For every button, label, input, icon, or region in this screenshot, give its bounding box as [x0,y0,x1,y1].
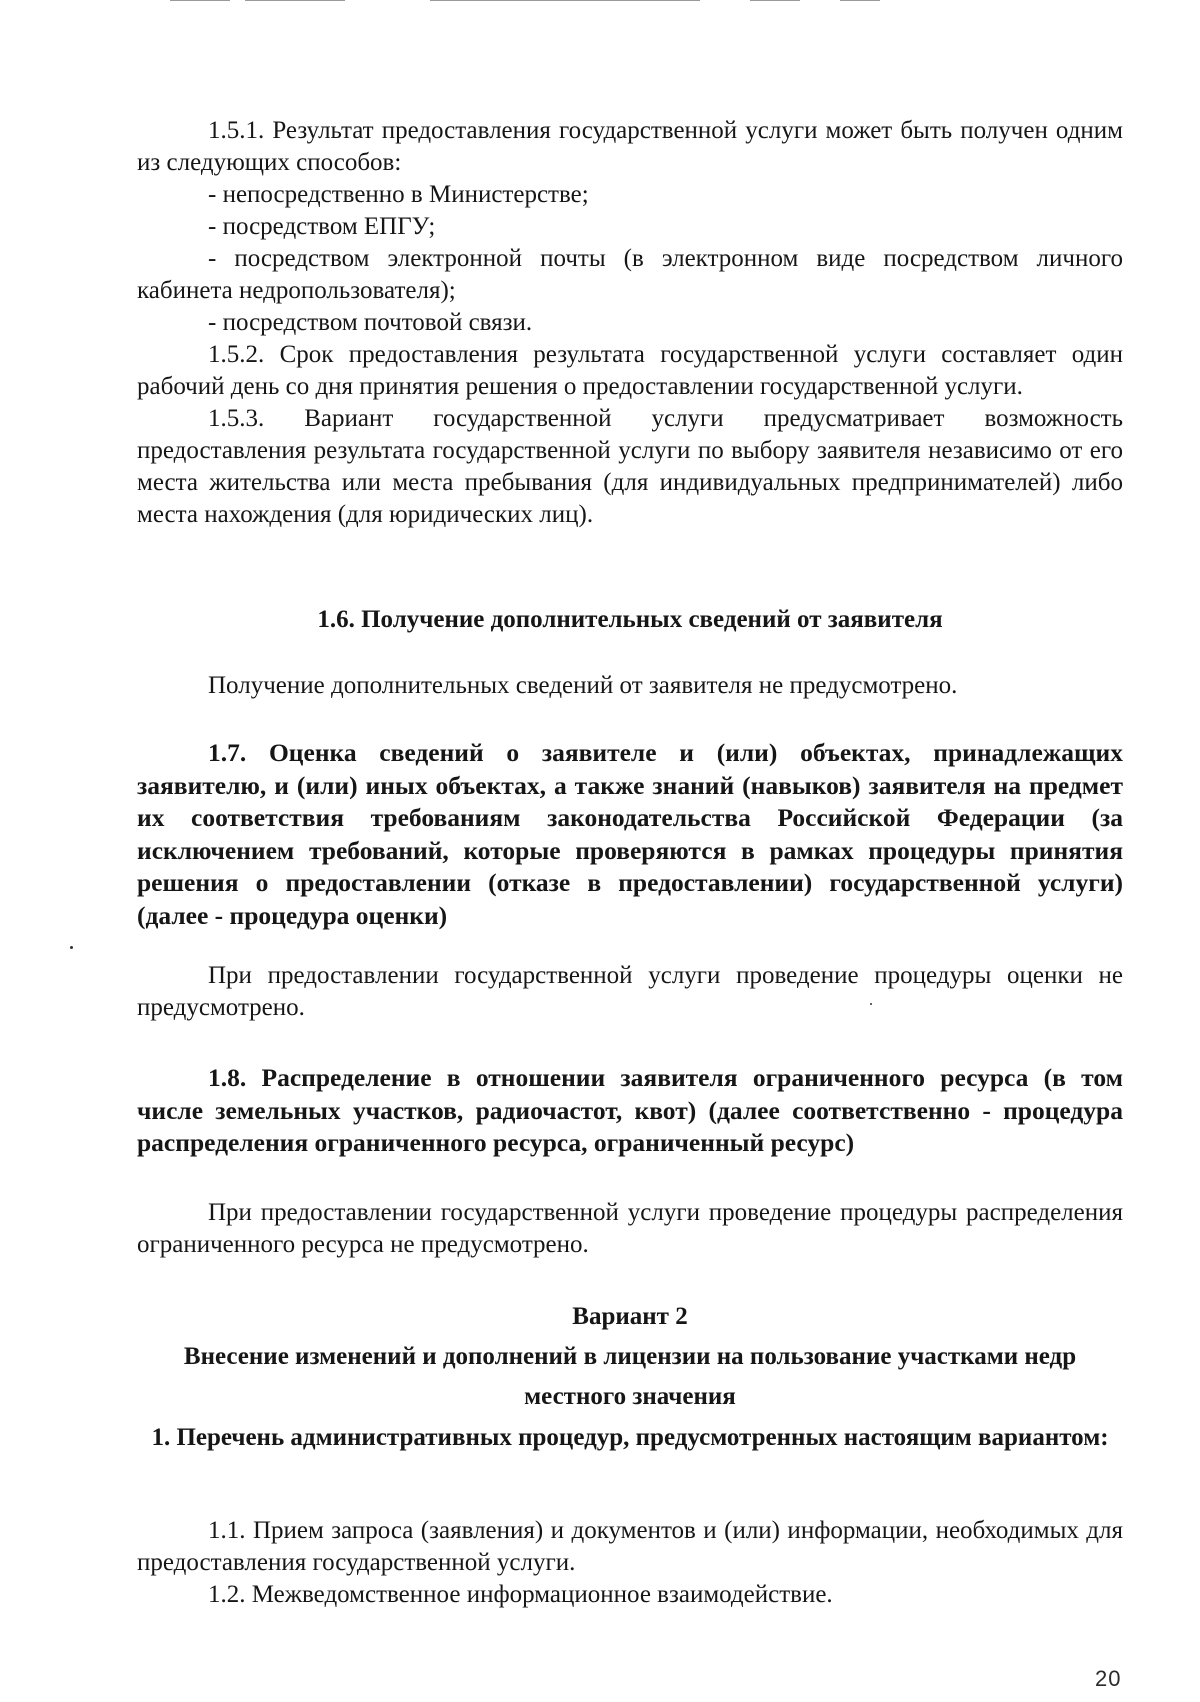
paragraph-1-5-2: 1.5.2. Срок предоставления результата государственной услуги составляет один рабочий день со дня принятия решения о предоставлении государственной услуги. [137,341,1123,400]
list-item: - посредством электронной почты (в электронном виде посредством личного кабинета недропользователя); [137,245,1123,304]
list-item: - посредством ЕПГУ; [208,213,436,240]
paragraph-1-2: 1.2. Межведомственное информационное взаимодействие. [208,1581,833,1608]
section-1-8-body [137,1197,1123,1261]
section-heading-1-7: 1.7. Оценка сведений о заявителе и (или) объектах, принадлежащих заявителю, и (или) иных объектах, а также знаний (навыков) заявителя на предмет их соответствия требованиям законодательства Российской Федерации (за исключением требований, которые проверяются в рамках процедуры принятия решения о предоставлении (отказе в предоставлении) государственной услуги) (далее - процедура оценки) [137,738,1123,930]
section-heading-1: 1. Перечень административных процедур, предусмотренных настоящим вариантом: [151,1424,1109,1451]
section-1-6-body [137,670,1123,702]
section-1-8 [137,1062,1123,1160]
list-item: - посредством почтовой связи. [208,309,533,336]
scan-artifact [840,0,880,1]
scan-artifact [245,0,345,1]
section-heading-1-8: 1.8. Распределение в отношении заявителя ограниченного ресурса (в том числе земельных участков, радиочастот, квот) (далее соответственно - процедура распределения ограниченного ресурса, ограниченный ресурс) [137,1063,1123,1157]
variant-label: Вариант 2 [572,1303,688,1330]
variant-title: Внесение изменений и дополнений в лицензии на пользование участками недр местного значения [183,1343,1077,1410]
scan-artifact [170,0,230,1]
paragraph-1-5-3: 1.5.3. Вариант государственной услуги предусматривает возможность предоставления результата государственной услуги по выбору заявителя независимо от его места жительства или места пребывания (для индивидуальных предпринимателей) либо места нахождения (для юридических лиц). [137,405,1123,528]
variant-2 [137,1297,1123,1417]
scan-artifact [430,0,700,1]
section-1-body [137,1515,1123,1611]
scan-speck [870,1003,872,1005]
paragraph-1-5-1: 1.5.1. Результат предоставления государственной услуги может быть получен одним из следующих способов: [137,117,1123,176]
section-heading-1-6: 1.6. Получение дополнительных сведений от заявителя [317,606,943,633]
section-1-7 [137,737,1123,932]
section-1-6 [137,600,1123,640]
paragraph-1-7: При предоставлении государственной услуги проведение процедуры оценки не предусмотрено. [137,962,1123,1021]
paragraph-1-6: Получение дополнительных сведений от заявителя не предусмотрено. [208,672,958,699]
paragraph-1-1: 1.1. Прием запроса (заявления) и документов и (или) информации, необходимых для предоставления государственной услуги. [137,1517,1123,1576]
section-1 [137,1418,1123,1458]
page-number: 20 [1095,1666,1122,1691]
paragraph-1-8: При предоставлении государственной услуги проведение процедуры распределения ограниченного ресурса не предусмотрено. [137,1199,1123,1258]
section-1-7-body [137,960,1123,1024]
scan-artifact [750,0,800,1]
section-1-5 [137,115,1123,531]
scan-speck [70,946,73,949]
list-item: - непосредственно в Министерстве; [208,181,589,208]
